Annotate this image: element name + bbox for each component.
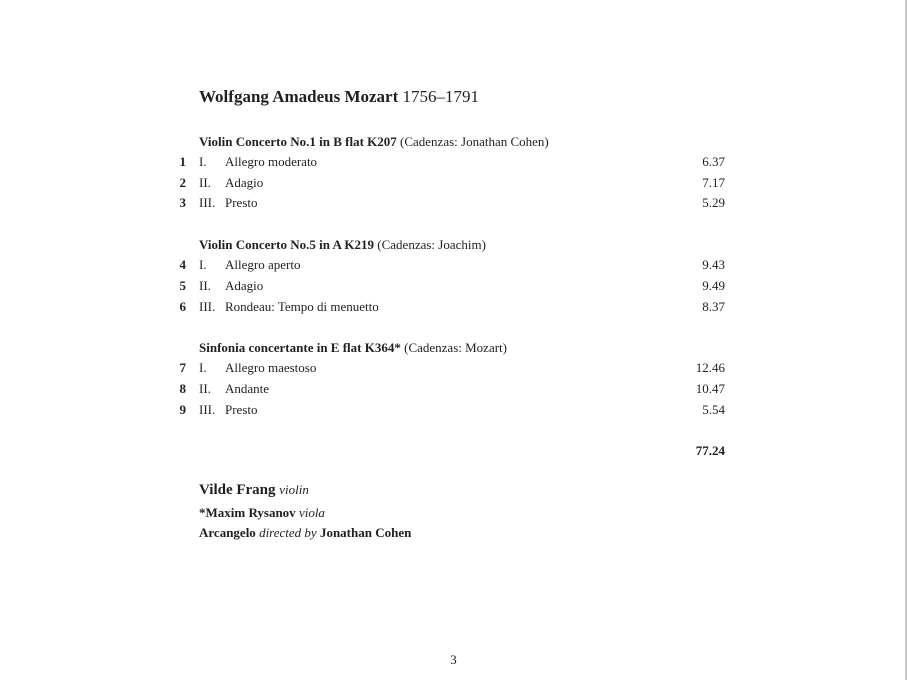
track-duration: 9.49 xyxy=(702,278,725,293)
movement-title: Adagio xyxy=(225,175,264,190)
composer-dates: 1756–1791 xyxy=(402,87,480,106)
movement-title: Presto xyxy=(225,195,258,210)
movement-number: III. xyxy=(199,402,216,417)
performer-name: Vilde Frang xyxy=(199,482,276,498)
movement-title: Andante xyxy=(225,381,270,396)
track-number: 4 xyxy=(179,257,186,272)
track-duration: 6.37 xyxy=(702,154,725,169)
track-row xyxy=(0,257,907,275)
work-note: (Cadenzas: Joachim) xyxy=(377,237,486,252)
composer-name: Wolfgang Amadeus Mozart xyxy=(199,87,399,106)
page-number: 3 xyxy=(450,652,457,667)
track-duration: 12.46 xyxy=(695,360,725,375)
track-number: 9 xyxy=(179,402,186,417)
total-duration: 77.24 xyxy=(695,443,725,458)
track-number: 3 xyxy=(179,195,186,210)
track-duration: 10.47 xyxy=(695,381,725,396)
track-number: 1 xyxy=(179,154,186,169)
performer-name: *Maxim Rysanov xyxy=(199,505,296,520)
movement-title: Allegro aperto xyxy=(225,257,301,272)
work-note: (Cadenzas: Mozart) xyxy=(404,340,507,355)
ensemble-name: Arcangelo xyxy=(199,525,256,540)
track-row xyxy=(0,299,907,317)
work-title xyxy=(199,340,507,356)
track-number: 5 xyxy=(179,278,186,293)
track-row xyxy=(0,381,907,399)
movement-number: II. xyxy=(199,278,211,293)
track-number: 6 xyxy=(179,299,186,314)
directed-by-label: directed by xyxy=(259,525,317,540)
work-name: Violin Concerto No.5 in A K219 xyxy=(199,237,375,252)
track-duration: 5.54 xyxy=(702,402,725,417)
movement-title: Allegro moderato xyxy=(225,154,318,169)
track-row xyxy=(0,175,907,193)
performer-ensemble xyxy=(199,525,411,541)
work-name: Sinfonia concertante in E flat K364* xyxy=(199,340,401,355)
track-duration: 8.37 xyxy=(702,299,725,314)
track-number: 7 xyxy=(179,360,186,375)
track-row xyxy=(0,195,907,213)
track-row xyxy=(0,154,907,172)
track-number: 8 xyxy=(179,381,186,396)
work-name: Violin Concerto No.1 in B flat K207 xyxy=(199,134,397,149)
movement-number: III. xyxy=(199,195,216,210)
movement-number: III. xyxy=(199,299,216,314)
movement-title: Allegro maestoso xyxy=(225,360,317,375)
work-title xyxy=(199,237,486,253)
performer-second xyxy=(199,505,325,521)
movement-title: Adagio xyxy=(225,278,264,293)
movement-number: II. xyxy=(199,175,211,190)
movement-title: Rondeau: Tempo di menuetto xyxy=(225,299,379,314)
performer-soloist xyxy=(199,482,309,499)
composer-heading xyxy=(199,87,479,107)
track-number: 2 xyxy=(179,175,186,190)
track-duration: 7.17 xyxy=(702,175,725,190)
track-row xyxy=(0,402,907,420)
movement-number: II. xyxy=(199,381,211,396)
work-title xyxy=(199,134,549,150)
movement-title: Presto xyxy=(225,402,258,417)
performer-instrument: viola xyxy=(298,505,325,520)
track-row xyxy=(0,360,907,378)
work-note: (Cadenzas: Jonathan Cohen) xyxy=(400,134,549,149)
movement-number: I. xyxy=(199,360,207,375)
conductor-name: Jonathan Cohen xyxy=(319,525,412,540)
movement-number: I. xyxy=(199,257,207,272)
track-row xyxy=(0,278,907,296)
track-duration: 5.29 xyxy=(702,195,725,210)
movement-number: I. xyxy=(199,154,207,169)
performer-instrument: violin xyxy=(279,482,309,497)
track-duration: 9.43 xyxy=(702,257,725,272)
